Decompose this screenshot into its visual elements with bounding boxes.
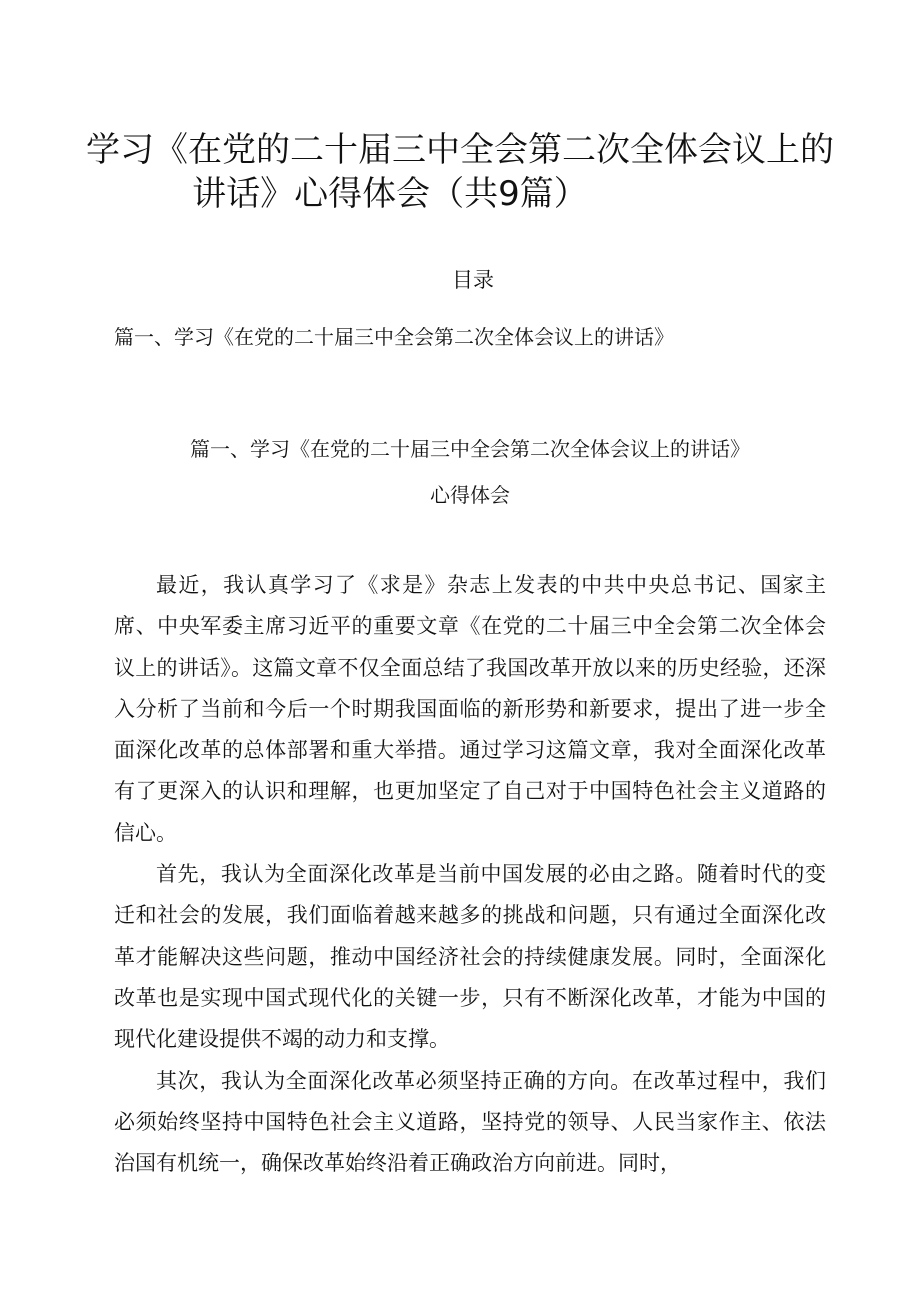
document-title-line2: 讲话》心得体会（共9篇） [192,174,588,214]
body-paragraph: 其次，我认为全面深化改革必须坚持正确的方向。在改革过程中，我们必须始终坚持中国特色社会主义道路，坚持党的领导、人民当家作主、依法治国有机统一，确保改革始终沿着正确政治方向前进。同时， [114,1068,826,1176]
article-body [114,565,826,1184]
body-paragraph: 最近，我认真学习了《求是》杂志上发表的中共中央总书记、国家主席、中央军委主席习近平的重要文章《在党的二十届三中全会第二次全体会议上的讲话》。这篇文章不仅全面总结了我国改革开放以来的历史经验，还深入分析了当前和今后一个时期我国面临的新形势和新要求，提出了进一步全面深化改革的总体部署和重大举措。通过学习这篇文章，我对全面深化改革有了更深入的认识和理解，也更加坚定了自己对于中国特色社会主义道路的信心。 [114,573,826,845]
toc-heading: 目录 [452,268,494,292]
body-paragraph: 首先，我认为全面深化改革是当前中国发展的必由之路。随着时代的变迁和社会的发展，我们面临着越来越多的挑战和问题，只有通过全面深化改革才能解决这些问题，推动中国经济社会的持续健康发展。同时，全面深化改革也是实现中国式现代化的关键一步，只有不断深化改革，才能为中国的现代化建设提供不竭的动力和支撑。 [114,862,826,1052]
document-title-line1: 学习《在党的二十届三中全会第二次全体会议上的 [86,130,834,170]
article-title-line2: 心得体会 [430,483,510,507]
toc-item[interactable]: 篇一、学习《在党的二十届三中全会第二次全体会议上的讲话》 [114,325,674,349]
article-title-line1: 篇一、学习《在党的二十届三中全会第二次全体会议上的讲话》 [190,437,750,461]
